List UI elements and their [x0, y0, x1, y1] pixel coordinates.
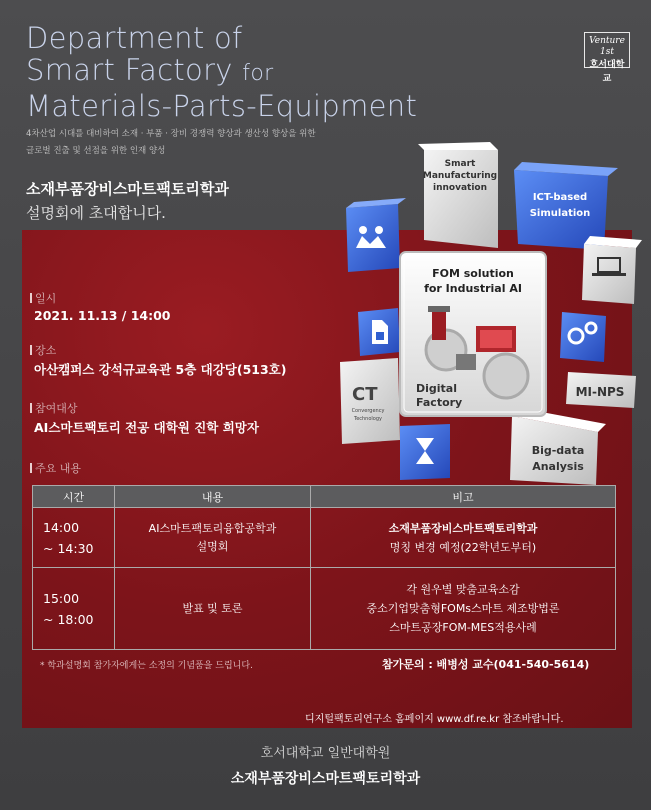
title-line-2-for: for: [242, 61, 274, 86]
row2-remark-2: 중소기업맞춤형FOMs스마트 제조방법론: [366, 602, 560, 615]
people-block: [346, 198, 406, 272]
minps-text: MI-NPS: [575, 385, 625, 399]
row2-content-1: 발표 및 토론: [182, 601, 243, 615]
row1-remark: [311, 508, 616, 568]
contact-info: 참가문의 : 배병성 교수(041-540-5614): [382, 658, 590, 671]
hourglass-block: [400, 424, 450, 480]
gift-note: * 학과설명회 참가자에게는 소정의 기념품을 드립니다.: [40, 661, 253, 671]
place-value: 아산캠퍼스 강석규교육관 5층 대강당(513호): [34, 362, 287, 377]
row2-time-end: ~ 18:00: [43, 611, 94, 627]
subtitle-line-1: 4차산업 시대를 대비하여 소재 · 부품 · 장비 경쟁력 향상과 생산성 향상을 위한: [26, 129, 316, 139]
row2-remark-1: 각 원우별 맞춤교육소감: [406, 583, 520, 596]
ct-block: [340, 358, 400, 444]
title-line-3: Materials-Parts-Equipment: [26, 89, 418, 123]
date-label: 일시: [30, 290, 56, 306]
date-value: 2021. 11.13 / 14:00: [34, 308, 171, 323]
fom-solution-graphic: [336, 140, 646, 485]
title-line-2-main: Smart Factory: [26, 53, 243, 87]
row2-time-start: 15:00: [43, 590, 80, 606]
smart-text-2: Manufacturing: [422, 171, 498, 181]
row1-time-start: 14:00: [43, 519, 80, 535]
ict-text-2: Simulation: [529, 208, 591, 219]
ict-text-1: ICT-based: [532, 192, 588, 203]
header-content: 내용: [115, 486, 311, 508]
row1-content: [115, 508, 311, 568]
row1-time: [33, 508, 115, 568]
schedule-table: [32, 485, 616, 650]
ct-sub-2: Technology: [353, 416, 383, 422]
row1-content-1: AI스마트팩토리융합공학과: [148, 521, 277, 535]
fom-center-block: [400, 252, 546, 416]
table-row: [33, 568, 616, 650]
footer-school: 호서대학교 일반대학원: [260, 746, 391, 761]
homepage-note: 디지털팩토리연구소 홈페이지 www.df.re.kr 참조바랍니다.: [305, 714, 564, 725]
invite-department: 소재부품장비스마트팩토리학과: [26, 180, 229, 198]
subtitle-line-2: 글로벌 진출 및 선점을 위한 인재 양성: [26, 146, 166, 156]
row1-time-end: ~ 14:30: [43, 540, 94, 556]
logo-venture-text: Venture 1st: [589, 36, 625, 57]
title-line-2: [26, 54, 546, 90]
target-value: AI스마트팩토리 전공 대학원 진학 희망자: [34, 420, 259, 435]
laptop-block: [582, 236, 642, 304]
header-time: 시간: [33, 486, 115, 508]
header-remark: 비고: [311, 486, 616, 508]
poster-title: [26, 22, 546, 122]
row2-content: [115, 568, 311, 650]
bigdata-block: [510, 408, 606, 485]
gears-block: [560, 312, 606, 362]
fom-title-1: FOM solution: [432, 267, 514, 280]
minps-block: [566, 372, 636, 408]
logo-university-text: 호서대학교: [589, 60, 625, 84]
table-row: [33, 508, 616, 568]
target-label: 참여대상: [30, 400, 78, 416]
bigdata-text-1: Big-data: [531, 444, 585, 457]
university-logo: [584, 32, 630, 84]
smart-text-3: innovation: [433, 183, 487, 193]
factory-text: Factory: [416, 396, 463, 409]
footer-department: 소재부품장비스마트팩토리학과: [230, 771, 421, 787]
ct-text: CT: [352, 384, 378, 405]
row1-remark-2: 명칭 변경 예정(22학년도부터): [389, 540, 537, 554]
bigdata-text-2: Analysis: [532, 460, 584, 473]
title-line-1: Department of: [26, 21, 243, 55]
row2-remark-3: 스마트공장FOM-MES적용사례: [389, 621, 537, 634]
digital-text: Digital: [416, 382, 457, 395]
row2-time: [33, 568, 115, 650]
content-label: 주요 내용: [30, 460, 81, 476]
row1-remark-1: 소재부품장비스마트팩토리학과: [388, 521, 538, 535]
ict-simulation-block: [514, 162, 618, 250]
smart-manufacturing-block: [418, 142, 498, 248]
fom-title-2: for Industrial AI: [424, 282, 522, 295]
invite-message: 설명회에 초대합니다.: [26, 204, 166, 222]
smart-text-1: Smart: [444, 159, 476, 169]
row2-remark: [311, 568, 616, 650]
table-header-row: [33, 486, 616, 508]
row1-content-2: 설명회: [196, 539, 229, 553]
sim-block: [358, 308, 400, 356]
ct-sub-1: Convergency: [351, 408, 385, 414]
place-label: 장소: [30, 342, 56, 358]
sim-card-icon: [372, 320, 388, 344]
